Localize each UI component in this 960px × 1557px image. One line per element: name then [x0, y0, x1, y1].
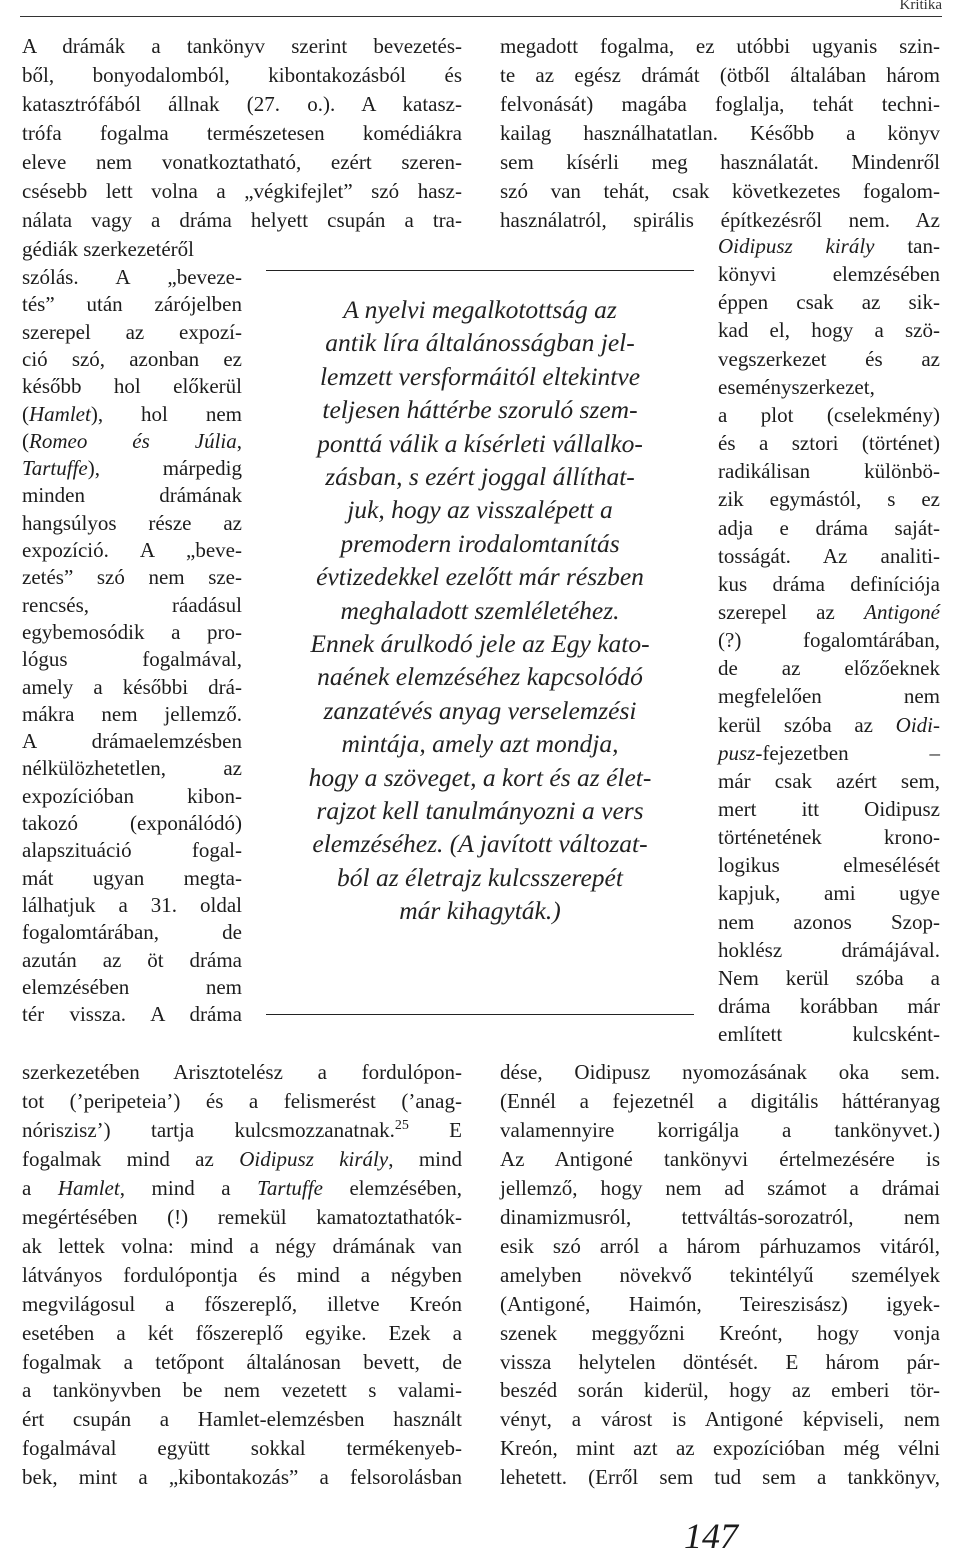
- text-line: már kihagyták.): [399, 896, 561, 926]
- text-line: szenek meggyőzni Kreónt, hogy vonja: [500, 1320, 940, 1345]
- text-line: használatról, spirális építkezésről nem. Az: [500, 207, 940, 232]
- text-line: rajzot kell tanulmányozni a vers: [316, 796, 644, 825]
- text-line: trófa fogalma természetesen komédiákra: [22, 120, 462, 145]
- text-line: azután az öt dráma: [22, 947, 242, 972]
- text-line: A nyelvi megalkotottság az: [343, 295, 617, 324]
- text-line: tosságát. Az analiti-: [718, 543, 940, 568]
- text-line: nálata vagy a dráma helyett csupán a tra-: [22, 207, 462, 232]
- pull-quote-bottom-rule: [266, 1014, 694, 1015]
- text-line: expozíció. A „beve-: [22, 538, 242, 562]
- text-line: katasztrófából állnak (27. o.). A katasz-: [22, 91, 462, 116]
- text-line: kailag használhatatlan. Később a könyv: [500, 120, 940, 145]
- text-line: csésebb lett volna a „végkifejlet” szó hasz-: [22, 178, 462, 203]
- text-line: elemzéséhez. (A javított változat-: [312, 829, 648, 859]
- text-line: Ennek árulkodó jele az Egy kato-: [310, 629, 650, 658]
- text-line: A drámaelemzésben: [22, 729, 242, 754]
- text-line: A drámák a tankönyv szerint bevezetés-: [22, 34, 462, 58]
- text-line: sem kísérli meg használatát. Mindenről: [500, 149, 940, 174]
- text-line: ból az életrajz kulcsszerepét: [337, 862, 623, 892]
- text-line: évtizedekkel ezelőtt már részben: [316, 562, 644, 592]
- text-line: juk, hogy az visszalépett a: [347, 495, 613, 525]
- text-line: hangsúlyos része az: [22, 510, 242, 535]
- text-line: már csak azért sem,: [718, 768, 940, 793]
- text-line: megfelelően nem: [718, 684, 940, 709]
- text-line: tér vissza. A dráma: [22, 1002, 242, 1027]
- text-line: ért csupán a Hamlet-elemzésben használt: [22, 1407, 462, 1432]
- text-line: nóriszisz’) tartja kulcsmozzanatnak.$^{25}$ E: [22, 1117, 463, 1142]
- text-line: lálhatjuk a 31. oldal: [22, 892, 242, 917]
- text-line: dése, Oidipusz nyomozásának oka sem.: [500, 1060, 940, 1084]
- text-line: elemzésében nem: [22, 974, 242, 999]
- text-line: ponttá válik a kísérleti vállalko-: [317, 428, 643, 458]
- text-line: esetében a két főszereplő egyike. Ezek a: [22, 1320, 462, 1345]
- text-line: zásban, s ezért joggal állíthat-: [325, 462, 635, 491]
- text-line: radikálisan különbö-: [718, 459, 940, 484]
- text-line: fogalmak a tetőpont általánosan bevett, de: [22, 1349, 462, 1374]
- text-line: jellemző, hogy nem ad számot a drámai: [500, 1175, 940, 1200]
- text-line: könyvi elemzésében: [718, 262, 940, 287]
- text-line: mákra nem jellemző.: [22, 701, 242, 726]
- text-line: minden drámának: [22, 483, 242, 508]
- text-line: (?) fogalomtárában,: [718, 628, 940, 653]
- text-line: (Antigoné, Haimón, Teireszisász) igyek-: [500, 1291, 940, 1316]
- text-line: teljesen háttérbe szoruló szem-: [322, 395, 638, 425]
- text-line: kapjuk, ami ugye: [718, 881, 940, 906]
- text-line: premodern irodalomtanítás: [340, 528, 620, 558]
- text-line: te az egész drámát (ötből általában három: [500, 62, 940, 87]
- text-line: eleve nem vonatkoztatható, ezért szeren-: [22, 149, 462, 174]
- text-line: Oidipusz király tan-: [718, 234, 940, 258]
- text-line: esik szó arról a három párhuzamos vitáról,: [500, 1233, 940, 1258]
- text-line: a tankönyvben be nem vezetett s valami-: [22, 1378, 462, 1403]
- text-line: megértésében (!) remekül kamatoztathatók-: [22, 1204, 462, 1229]
- page-number: 147: [684, 1516, 738, 1556]
- text-line: nélkülözhetetlen, az: [22, 756, 242, 781]
- text-line: naének elemzéséhez kapcsolódó: [317, 662, 643, 692]
- text-line: szerepel az Antigoné: [718, 599, 940, 624]
- text-line: felvonását) magába foglalja, tehát techni-: [500, 91, 940, 116]
- text-line: a Hamlet, mind a Tartuffe elemzésében,: [22, 1175, 462, 1200]
- text-line: nem azonos Szop-: [718, 909, 940, 934]
- text-line: lógus fogalmával,: [22, 647, 242, 672]
- text-line: fogalomtárában, de: [22, 920, 242, 945]
- text-line: Kreón, mint azt az expozícióban még vélni: [500, 1436, 940, 1461]
- text-line: kerül szóba az Oidi-: [718, 712, 940, 737]
- text-line: vegszerkezet és az: [718, 346, 940, 371]
- text-line: ció szó, azonban ez: [22, 346, 242, 371]
- text-line: kad el, hogy a szö-: [718, 318, 940, 343]
- text-line: meghaladott szemléletéhez.: [340, 595, 620, 625]
- text-line: gédiák szerkezetéről: [22, 236, 194, 261]
- text-line: antik líra általánosságban jel-: [325, 328, 635, 358]
- text-line: hoklész drámájával.: [718, 937, 940, 962]
- text-line: expozícióban kibon-: [22, 783, 242, 808]
- text-line: alapszituáció fogal-: [22, 838, 242, 863]
- text-line: vissza helytelen döntését. E három pár-: [500, 1349, 940, 1374]
- text-line: dráma korábban már: [718, 994, 940, 1019]
- text-line: amely a későbbi drá-: [22, 674, 242, 699]
- text-line: ak lettek volna: mind a négy drámának van: [22, 1233, 462, 1258]
- text-line: szó van tehát, csak következetes fogalom-: [500, 178, 940, 203]
- text-line: mintája, amely azt mondja,: [341, 729, 619, 759]
- header-rule: [20, 16, 942, 17]
- text-line: adja e dráma saját-: [718, 515, 940, 540]
- text-line: bek, mint a „kibontakozás” a felsorolásban: [22, 1465, 462, 1490]
- text-line: mát ugyan megta-: [22, 865, 242, 890]
- text-line: mert itt Oidipusz: [718, 797, 940, 821]
- text-line: zanzatévés anyag verselemzési: [323, 695, 637, 725]
- text-line: beszéd során kiderül, hogy az emberi tör-: [500, 1378, 940, 1403]
- text-line: tot (’peripeteia’) és a felismerést (’anag-: [22, 1088, 462, 1113]
- text-line: lemzett versformáitól eltekintve: [319, 361, 641, 391]
- text-line: (Hamlet), hol nem: [22, 401, 242, 426]
- text-line: (Ennél a fejezetnél a digitális háttéranyag: [500, 1088, 940, 1113]
- text-line: megadott fogalma, ez utóbbi ugyanis szin-: [500, 34, 940, 58]
- text-line: és a sztori (történet): [718, 431, 940, 456]
- text-line: eseményszerkezet,: [718, 374, 875, 399]
- text-line: rencsés, ráadásul: [22, 592, 242, 617]
- section-header: Kritika: [899, 0, 942, 13]
- text-line: amelyben növekvő tekintélyű személyek: [500, 1262, 940, 1287]
- text-line: takozó (exponálódó): [22, 811, 242, 835]
- text-line: ből, bonyodalomból, kibontakozásból és: [22, 62, 462, 87]
- text-line: történetének krono-: [718, 825, 940, 850]
- text-line: kus dráma definíciója: [718, 571, 940, 596]
- text-line: logikus elmesélését: [718, 853, 940, 878]
- text-line: fogalmával együtt sokkal termékenyeb-: [22, 1436, 462, 1461]
- text-line: zetés” szó nem sze-: [22, 565, 242, 590]
- text-line: (Romeo és Júlia,: [22, 428, 242, 453]
- text-line: Az Antigoné tankönyvi értelmezésére is: [500, 1146, 940, 1171]
- text-line: szólás. A „beveze-: [22, 265, 242, 289]
- text-line: fogalmak mind az Oidipusz király, mind: [22, 1146, 462, 1171]
- text-line: látványos fordulópontja és mind a négyben: [22, 1262, 462, 1287]
- text-line: Tartuffe), márpedig: [22, 456, 242, 481]
- text-line: dinamizmusról, tettváltás-sorozatról, nem: [500, 1204, 940, 1229]
- text-line: lehetett. (Erről sem tud sem a tankkönyv,: [500, 1465, 940, 1490]
- text-line: hogy a szöveget, a kort és az élet-: [308, 762, 652, 792]
- pull-quote-top-rule: [266, 270, 694, 271]
- text-line: szerepel az expozí-: [22, 319, 242, 344]
- text-line: említett kulcsként-: [718, 1022, 940, 1047]
- text-line: megvilágosul a főszereplő, illetve Kreón: [22, 1291, 462, 1316]
- text-line: később hol előkerül: [22, 374, 242, 399]
- text-line: vényt, a várost is Antigoné képviseli, nem: [500, 1407, 940, 1432]
- text-line: pusz-fejezetben –: [718, 740, 940, 765]
- text-line: Nem kerül szóba a: [718, 965, 940, 990]
- text-line: egybemosódik a pro-: [22, 619, 242, 644]
- text-line: a plot (cselekmény): [718, 402, 940, 427]
- text-line: zik egymástól, s ez: [718, 487, 940, 512]
- text-line: éppen csak az sik-: [718, 290, 940, 315]
- text-line: szerkezetében Arisztotelész a fordulópon-: [22, 1060, 462, 1084]
- text-line: de az előzőeknek: [718, 656, 940, 681]
- text-line: valamennyire korrigálja a tankönyvet.): [500, 1117, 940, 1142]
- text-line: tés” után zárójelben: [22, 292, 242, 317]
